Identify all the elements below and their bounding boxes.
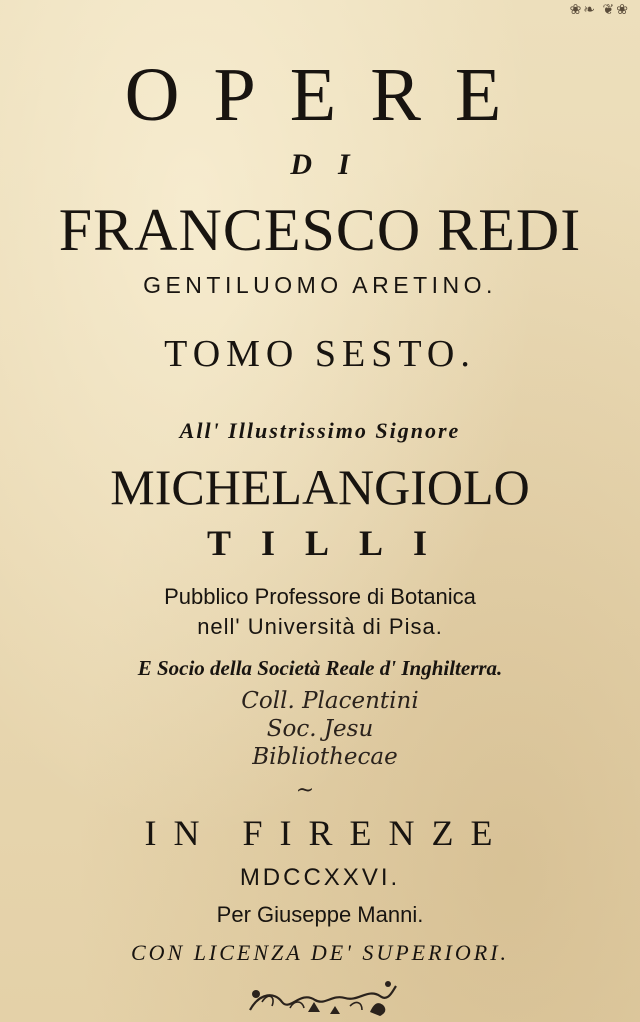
dedicatee-title-line2: nell' Università di Pisa. <box>197 614 443 639</box>
author-name: FRANCESCO REDI <box>58 197 582 263</box>
imprint-printer: Per Giuseppe Manni. <box>216 902 424 927</box>
handwritten-ownership-line1: Coll. Placentini <box>241 688 419 714</box>
printers-ornament-icon <box>0 972 640 1022</box>
dedicatee-title-line1: Pubblico Professore di Botanica <box>164 584 476 609</box>
dedicatee-surname: TILLI <box>206 523 458 563</box>
author-description: GENTILUOMO ARETINO. <box>143 272 497 298</box>
preposition: DI <box>290 148 376 181</box>
handwritten-ownership-line2: Soc. Jesu <box>266 716 374 742</box>
imprint-place: IN FIRENZE <box>144 813 510 853</box>
top-ornament: ❀❧ ❦❀ <box>569 3 630 18</box>
handwritten-ownership-line3: Bibliothecae <box>252 744 398 770</box>
work-title: OPERE <box>124 53 536 137</box>
volume-number: TOMO SESTO. <box>164 333 476 375</box>
imprint-license: CON LICENZA DE' SUPERIORI. <box>130 940 510 965</box>
handwritten-mark: ~ <box>295 778 315 803</box>
dedicatee-society: E Socio della Società Reale d' Inghilterra. <box>137 656 503 680</box>
dedicatee-name: MICHELANGIOLO <box>110 459 530 515</box>
dedication-intro: All' Illustrissimo Signore <box>179 418 461 443</box>
imprint-year: MDCCXXVI. <box>239 864 401 891</box>
